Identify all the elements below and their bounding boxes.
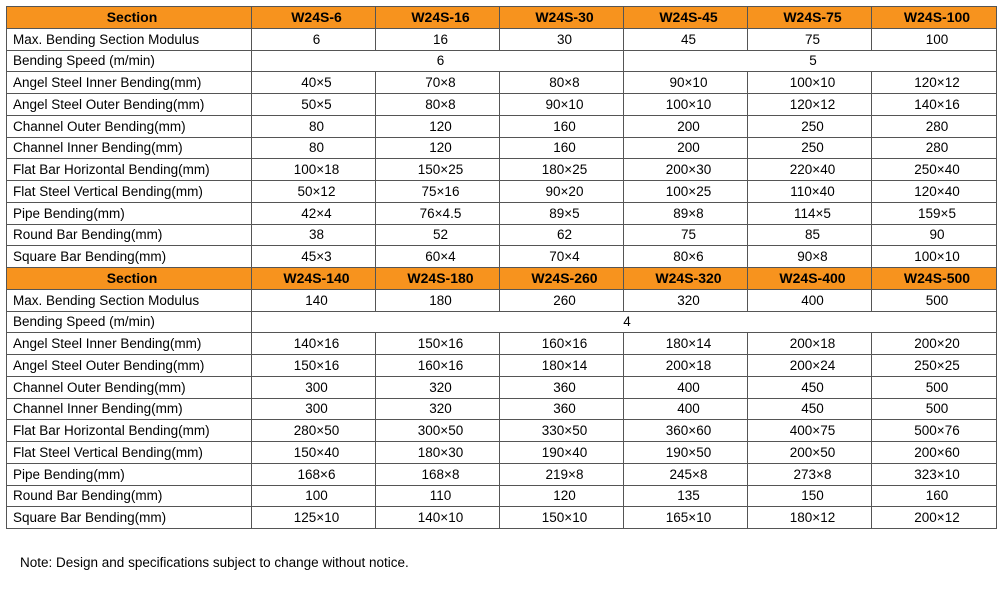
value-cell: 120×12 — [872, 72, 997, 94]
row-label: Max. Bending Section Modulus — [7, 28, 252, 50]
row-label: Bending Speed (m/min) — [7, 50, 252, 72]
value-cell: 75 — [624, 224, 748, 246]
table-row — [7, 355, 997, 377]
value-cell: 400 — [748, 289, 872, 311]
merged-value-cell: 6 — [252, 50, 624, 72]
value-cell: 150×40 — [252, 442, 376, 464]
value-cell: 135 — [624, 485, 748, 507]
value-cell: 200×12 — [872, 507, 997, 529]
value-cell: 100 — [872, 28, 997, 50]
value-cell: 200×30 — [624, 159, 748, 181]
value-cell: 90×8 — [748, 246, 872, 268]
value-cell: 273×8 — [748, 463, 872, 485]
value-cell: 16 — [376, 28, 500, 50]
model-header-cell: W24S-260 — [500, 268, 624, 290]
value-cell: 200 — [624, 137, 748, 159]
value-cell: 100×10 — [624, 94, 748, 116]
value-cell: 114×5 — [748, 202, 872, 224]
table-row — [7, 159, 997, 181]
value-cell: 200×18 — [624, 355, 748, 377]
value-cell: 42×4 — [252, 202, 376, 224]
table-row — [7, 115, 997, 137]
table-row — [7, 202, 997, 224]
value-cell: 200×18 — [748, 333, 872, 355]
value-cell: 250 — [748, 137, 872, 159]
value-cell: 150×16 — [376, 333, 500, 355]
value-cell: 245×8 — [624, 463, 748, 485]
row-label: Bending Speed (m/min) — [7, 311, 252, 333]
row-label: Angel Steel Inner Bending(mm) — [7, 333, 252, 355]
value-cell: 250 — [748, 115, 872, 137]
value-cell: 320 — [376, 376, 500, 398]
value-cell: 45 — [624, 28, 748, 50]
model-header-cell: W24S-180 — [376, 268, 500, 290]
value-cell: 120×40 — [872, 181, 997, 203]
value-cell: 200×20 — [872, 333, 997, 355]
table-row — [7, 463, 997, 485]
value-cell: 320 — [624, 289, 748, 311]
value-cell: 450 — [748, 398, 872, 420]
value-cell: 140×16 — [252, 333, 376, 355]
value-cell: 300×50 — [376, 420, 500, 442]
spec-table — [6, 6, 997, 529]
value-cell: 200×50 — [748, 442, 872, 464]
value-cell: 62 — [500, 224, 624, 246]
value-cell: 190×50 — [624, 442, 748, 464]
merged-value-cell: 5 — [624, 50, 997, 72]
table-row — [7, 137, 997, 159]
value-cell: 500 — [872, 289, 997, 311]
value-cell: 120 — [376, 137, 500, 159]
model-header-cell: W24S-45 — [624, 7, 748, 29]
value-cell: 85 — [748, 224, 872, 246]
value-cell: 200 — [624, 115, 748, 137]
row-label: Pipe Bending(mm) — [7, 202, 252, 224]
value-cell: 140×10 — [376, 507, 500, 529]
value-cell: 100×18 — [252, 159, 376, 181]
row-label: Flat Steel Vertical Bending(mm) — [7, 442, 252, 464]
table-row — [7, 507, 997, 529]
model-header-cell: W24S-16 — [376, 7, 500, 29]
row-label: Round Bar Bending(mm) — [7, 485, 252, 507]
value-cell: 280 — [872, 137, 997, 159]
value-cell: 159×5 — [872, 202, 997, 224]
row-label: Channel Inner Bending(mm) — [7, 398, 252, 420]
value-cell: 150×10 — [500, 507, 624, 529]
spec-table-body — [7, 7, 997, 529]
table-row — [7, 94, 997, 116]
value-cell: 140 — [252, 289, 376, 311]
value-cell: 140×16 — [872, 94, 997, 116]
value-cell: 110 — [376, 485, 500, 507]
value-cell: 52 — [376, 224, 500, 246]
row-label: Angel Steel Inner Bending(mm) — [7, 72, 252, 94]
value-cell: 80×8 — [376, 94, 500, 116]
model-header-cell: W24S-30 — [500, 7, 624, 29]
value-cell: 80×6 — [624, 246, 748, 268]
model-header-cell: W24S-140 — [252, 268, 376, 290]
value-cell: 190×40 — [500, 442, 624, 464]
value-cell: 360 — [500, 398, 624, 420]
value-cell: 500 — [872, 376, 997, 398]
section-header-label: Section — [7, 7, 252, 29]
value-cell: 360×60 — [624, 420, 748, 442]
value-cell: 450 — [748, 376, 872, 398]
value-cell: 100×10 — [748, 72, 872, 94]
value-cell: 6 — [252, 28, 376, 50]
table-row — [7, 72, 997, 94]
value-cell: 45×3 — [252, 246, 376, 268]
value-cell: 400×75 — [748, 420, 872, 442]
value-cell: 200×60 — [872, 442, 997, 464]
model-header-cell: W24S-100 — [872, 7, 997, 29]
value-cell: 150×16 — [252, 355, 376, 377]
value-cell: 400 — [624, 398, 748, 420]
value-cell: 80 — [252, 115, 376, 137]
row-label: Max. Bending Section Modulus — [7, 289, 252, 311]
row-label: Flat Bar Horizontal Bending(mm) — [7, 159, 252, 181]
footnote: Note: Design and specifications subject to change without notice. — [20, 555, 409, 570]
value-cell: 180 — [376, 289, 500, 311]
table-row — [7, 398, 997, 420]
model-header-cell: W24S-75 — [748, 7, 872, 29]
row-label: Channel Inner Bending(mm) — [7, 137, 252, 159]
value-cell: 280×50 — [252, 420, 376, 442]
table-row — [7, 376, 997, 398]
value-cell: 180×14 — [500, 355, 624, 377]
value-cell: 100 — [252, 485, 376, 507]
value-cell: 160 — [500, 115, 624, 137]
value-cell: 180×25 — [500, 159, 624, 181]
value-cell: 219×8 — [500, 463, 624, 485]
value-cell: 120×12 — [748, 94, 872, 116]
row-label: Round Bar Bending(mm) — [7, 224, 252, 246]
value-cell: 100×25 — [624, 181, 748, 203]
value-cell: 330×50 — [500, 420, 624, 442]
value-cell: 70×8 — [376, 72, 500, 94]
value-cell: 120 — [376, 115, 500, 137]
row-label: Pipe Bending(mm) — [7, 463, 252, 485]
value-cell: 360 — [500, 376, 624, 398]
value-cell: 200×24 — [748, 355, 872, 377]
value-cell: 260 — [500, 289, 624, 311]
value-cell: 90×20 — [500, 181, 624, 203]
value-cell: 250×25 — [872, 355, 997, 377]
table-row — [7, 289, 997, 311]
value-cell: 300 — [252, 398, 376, 420]
row-label: Angel Steel Outer Bending(mm) — [7, 355, 252, 377]
value-cell: 120 — [500, 485, 624, 507]
value-cell: 89×5 — [500, 202, 624, 224]
value-cell: 110×40 — [748, 181, 872, 203]
value-cell: 70×4 — [500, 246, 624, 268]
table-row — [7, 311, 997, 333]
table-row — [7, 224, 997, 246]
value-cell: 150×25 — [376, 159, 500, 181]
section-header-label: Section — [7, 268, 252, 290]
value-cell: 90 — [872, 224, 997, 246]
row-label: Square Bar Bending(mm) — [7, 507, 252, 529]
value-cell: 180×12 — [748, 507, 872, 529]
value-cell: 90×10 — [500, 94, 624, 116]
value-cell: 165×10 — [624, 507, 748, 529]
value-cell: 320 — [376, 398, 500, 420]
value-cell: 500 — [872, 398, 997, 420]
value-cell: 125×10 — [252, 507, 376, 529]
value-cell: 500×76 — [872, 420, 997, 442]
value-cell: 80×8 — [500, 72, 624, 94]
value-cell: 75×16 — [376, 181, 500, 203]
value-cell: 220×40 — [748, 159, 872, 181]
model-header-cell: W24S-6 — [252, 7, 376, 29]
value-cell: 180×30 — [376, 442, 500, 464]
table-row — [7, 420, 997, 442]
value-cell: 180×14 — [624, 333, 748, 355]
value-cell: 168×6 — [252, 463, 376, 485]
section-header-row — [7, 7, 997, 29]
merged-value-cell: 4 — [252, 311, 997, 333]
value-cell: 160×16 — [500, 333, 624, 355]
value-cell: 400 — [624, 376, 748, 398]
value-cell: 80 — [252, 137, 376, 159]
value-cell: 50×12 — [252, 181, 376, 203]
value-cell: 30 — [500, 28, 624, 50]
value-cell: 250×40 — [872, 159, 997, 181]
row-label: Square Bar Bending(mm) — [7, 246, 252, 268]
value-cell: 150 — [748, 485, 872, 507]
value-cell: 323×10 — [872, 463, 997, 485]
value-cell: 50×5 — [252, 94, 376, 116]
value-cell: 60×4 — [376, 246, 500, 268]
value-cell: 40×5 — [252, 72, 376, 94]
table-row — [7, 246, 997, 268]
value-cell: 38 — [252, 224, 376, 246]
model-header-cell: W24S-320 — [624, 268, 748, 290]
value-cell: 280 — [872, 115, 997, 137]
row-label: Flat Bar Horizontal Bending(mm) — [7, 420, 252, 442]
table-row — [7, 181, 997, 203]
value-cell: 100×10 — [872, 246, 997, 268]
value-cell: 160×16 — [376, 355, 500, 377]
table-row — [7, 485, 997, 507]
row-label: Channel Outer Bending(mm) — [7, 376, 252, 398]
value-cell: 89×8 — [624, 202, 748, 224]
model-header-cell: W24S-400 — [748, 268, 872, 290]
table-row — [7, 333, 997, 355]
model-header-cell: W24S-500 — [872, 268, 997, 290]
section-header-row — [7, 268, 997, 290]
row-label: Flat Steel Vertical Bending(mm) — [7, 181, 252, 203]
value-cell: 75 — [748, 28, 872, 50]
value-cell: 160 — [872, 485, 997, 507]
table-row — [7, 50, 997, 72]
row-label: Angel Steel Outer Bending(mm) — [7, 94, 252, 116]
value-cell: 90×10 — [624, 72, 748, 94]
value-cell: 160 — [500, 137, 624, 159]
table-row — [7, 28, 997, 50]
value-cell: 76×4.5 — [376, 202, 500, 224]
value-cell: 300 — [252, 376, 376, 398]
value-cell: 168×8 — [376, 463, 500, 485]
row-label: Channel Outer Bending(mm) — [7, 115, 252, 137]
table-row — [7, 442, 997, 464]
